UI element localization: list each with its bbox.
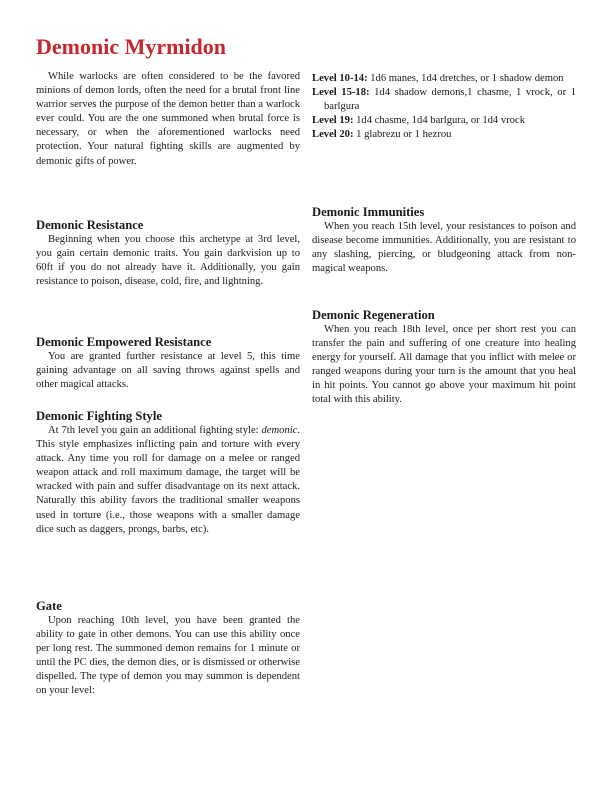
gate-level-item <box>312 86 576 114</box>
gate-level-label: Level 10-14: <box>312 73 368 84</box>
regeneration-body: When you reach 18th level, once per short rest you can transfer the pain and suffering of one creature into healing energy for yourself. All damage that you inflict with melee or ranged weapons during your turn is the amount that you heal in hit points. You cannot go above your maximum hit point total with this ability. <box>312 324 576 406</box>
gate-level-item <box>312 114 576 128</box>
gate-level-label: Level 15-18: <box>312 87 370 99</box>
fighting-style-text-start: At 7th level you gain an additional fighting style: <box>48 425 262 436</box>
resistance-section <box>36 217 300 289</box>
intro-section <box>36 70 300 169</box>
fighting-style-section <box>36 408 300 537</box>
gate-body: Upon reaching 10th level, you have been granted the ability to gate in other demons. You can use this ability once per long rest. The summoned demon remains for 1 minute or until the PC dies, the demon dies, or is dismissed or otherwise dispelled. The type of demon you may summon is dependent on your level: <box>36 615 300 697</box>
immunities-heading: Demonic Immunities <box>312 205 425 219</box>
fighting-style-heading: Demonic Fighting Style <box>36 409 162 423</box>
regeneration-section <box>312 307 576 408</box>
gate-level-item <box>312 72 576 86</box>
empowered-heading: Demonic Empowered Resistance <box>36 335 212 349</box>
empowered-body: You are granted further resistance at level 5, this time gaining advantage on all saving throws against spells and other magical attacks. <box>36 351 300 391</box>
gate-level-item <box>312 128 576 142</box>
intro-paragraph: While warlocks are often considered to be the favored minions of demon lords, often the need for a brutal front line warrior serves the purpose of the demon better than a warlock ever could. You are the one summoned when brutal force is necessary, or when the aforementioned warlocks need protection. Your natural fighting skills are augmented by demonic gifts of power. <box>36 71 300 167</box>
resistance-heading: Demonic Resistance <box>36 218 144 232</box>
regeneration-heading: Demonic Regeneration <box>312 308 435 322</box>
resistance-body: Beginning when you choose this archetype at 3rd level, you gain certain demonic traits. You gain darkvision up to 60ft if you do not already have it. Additionally, you gain resistance to poison, disease, cold, fire, and lightning. <box>36 234 300 288</box>
gate-level-text: 1d6 manes, 1d4 dretches, or 1 shadow demon <box>367 73 564 84</box>
gate-section <box>36 598 300 699</box>
empowered-section <box>36 334 300 392</box>
gate-level-text: 1d4 shadow demons,1 chasme, 1 vrock, or 1 barlgura <box>324 87 576 113</box>
gate-level-text: 1 glabrezu or 1 hezrou <box>353 129 452 141</box>
gate-level-label: Level 20: <box>312 129 354 141</box>
immunities-body: When you reach 15th level, your resistances to poison and disease become immunities. Additionally, you are resistant to any slashing, piercing, or bludgeoning attack from non-magical weapons. <box>312 221 576 275</box>
gate-level-text: 1d4 chasme, 1d4 barlgura, or 1d4 vrock <box>353 115 525 127</box>
fighting-style-text-rest: . This style emphasizes inflicting pain and torture with every attack. Any time you roll for damage on a melee or ranged weapon attack and roll maximum damage, the target will be wracked with pain and suffer disadvantage on its next attack. Naturally this ability favors the traditional smaller weapons used in torture (i.e., those weapons with a smaller damage dice such as daggers, prongs, barbs, etc). <box>36 425 300 535</box>
gate-levels-list <box>312 72 576 142</box>
gate-heading: Gate <box>36 599 62 613</box>
gate-level-label: Level 19: <box>312 115 354 127</box>
fighting-style-body <box>36 424 300 537</box>
fighting-style-name: demonic <box>261 425 298 436</box>
page-title: Demonic Myrmidon <box>36 34 227 59</box>
immunities-section <box>312 204 576 276</box>
